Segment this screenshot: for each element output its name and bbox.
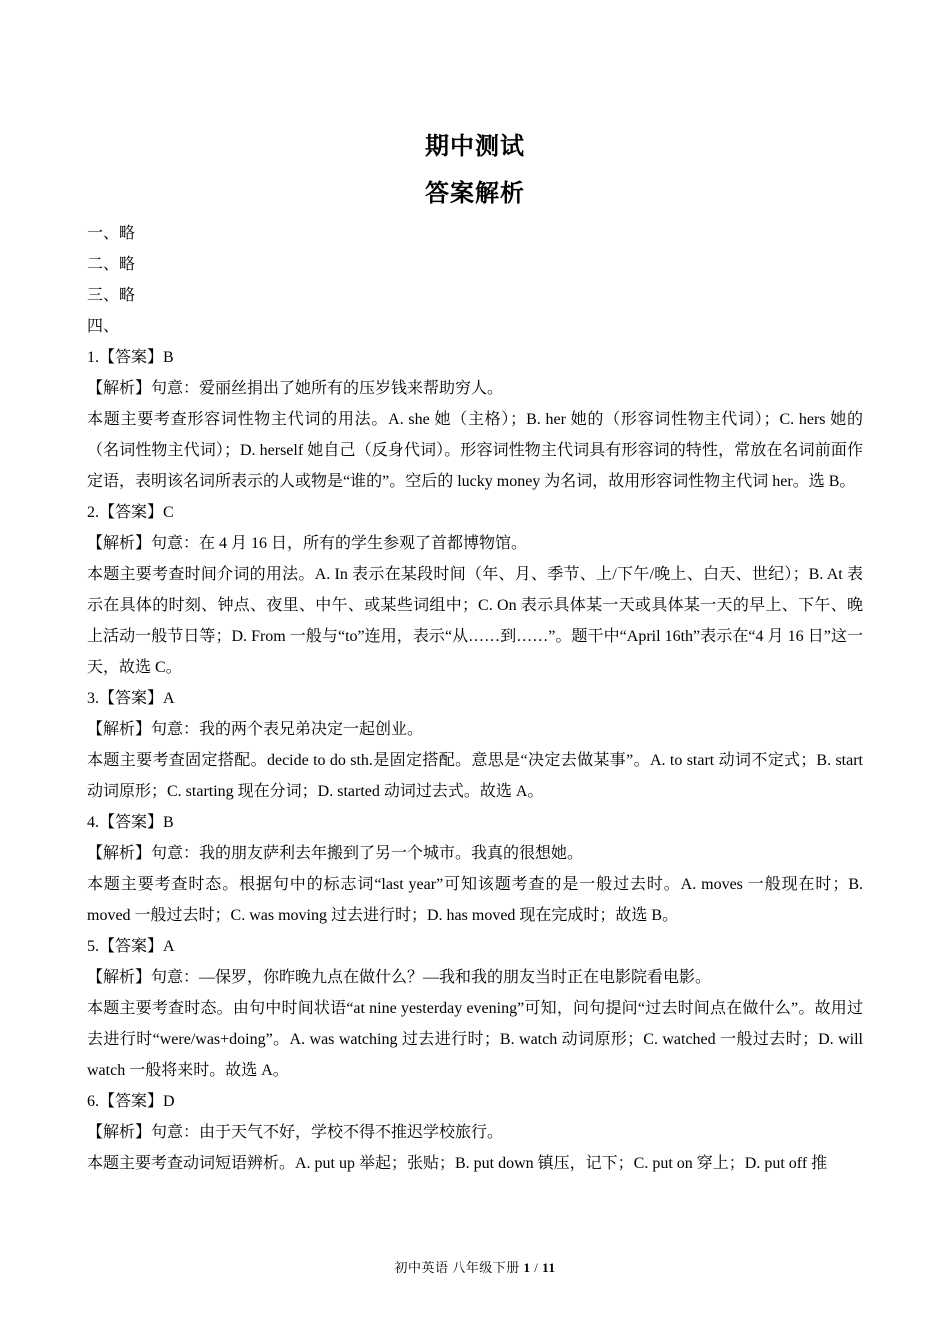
document-title: 期中测试	[425, 132, 525, 160]
explanation-5: 本题主要考查时态。由句中时间状语“at nine yesterday evening”可知，问句提问“过去时间点在做什么”。故用过去进行时“were/was+doing”。A. was watching 过去进行时；B. watch 动词原形；C. watched 一般过去时；D. will watch 一般将来时。故选 A。	[87, 1000, 863, 1079]
analysis-2: 【解析】句意：在 4 月 16 日，所有的学生参观了首都博物馆。	[87, 535, 528, 552]
answer-2: 2.【答案】C	[87, 504, 174, 521]
page-footer	[0, 1257, 950, 1276]
explanation-3: 本题主要考查固定搭配。decide to do sth.是固定搭配。意思是“决定去做某事”。A. to start 动词不定式；B. start 动词原形；C. starting 现在分词；D. started 动词过去式。故选 A。	[87, 752, 863, 800]
section-2: 二、略	[87, 256, 136, 273]
section-1: 一、略	[87, 225, 136, 242]
answer-5: 5.【答案】A	[87, 938, 175, 955]
section-3: 三、略	[87, 287, 136, 304]
answer-3: 3.【答案】A	[87, 690, 175, 707]
footer-page-total: 11	[542, 1260, 556, 1275]
footer-page-number: 1	[523, 1260, 531, 1275]
answer-4: 4.【答案】B	[87, 814, 174, 831]
explanation-1: 本题主要考查形容词性物主代词的用法。A. she 她（主格）；B. her 她的（形容词性物主代词）；C. hers 她的（名词性物主代词）；D. herself 她自己（反身代词）。形容词性物主代词具有形容词的特性，常放在名词前面作定语，表明该名词所表示的人或物是“谁的”。空后的 lucky money 为名词，故用形容词性物主代词 her。选 B。	[87, 411, 863, 490]
document-body	[87, 218, 863, 1179]
footer-label: 初中英语 八年级下册	[394, 1260, 520, 1275]
analysis-6: 【解析】句意：由于天气不好，学校不得不推迟学校旅行。	[87, 1124, 504, 1141]
section-4: 四、	[87, 318, 120, 335]
explanation-4: 本题主要考查时态。根据句中的标志词“last year”可知该题考查的是一般过去时。A. moves 一般现在时；B. moved 一般过去时；C. was moving 过去进行时；D. has moved 现在完成时；故选 B。	[87, 876, 863, 924]
analysis-3: 【解析】句意：我的两个表兄弟决定一起创业。	[87, 721, 424, 738]
footer-separator: /	[534, 1260, 539, 1275]
answer-1: 1.【答案】B	[87, 349, 174, 366]
explanation-6: 本题主要考查动词短语辨析。A. put up 举起；张贴；B. put down 镇压，记下；C. put on 穿上；D. put off 推	[87, 1155, 828, 1172]
document-subtitle: 答案解析	[425, 179, 525, 207]
explanation-2: 本题主要考查时间介词的用法。A. In 表示在某段时间（年、月、季节、上/下午/晚上、白天、世纪）；B. At 表示在具体的时刻、钟点、夜里、中午、或某些词组中；C. On 表示具体某一天或具体某一天的早上、下午、晚上活动一般节日等；D. From 一般与“to”连用，表示“从……到……”。题干中“April 16th”表示在“4 月 16 日”这一天，故选 C。	[87, 566, 863, 676]
analysis-1: 【解析】句意：爱丽丝捐出了她所有的压岁钱来帮助穷人。	[87, 380, 504, 397]
answer-6: 6.【答案】D	[87, 1093, 175, 1110]
analysis-5: 【解析】句意：—保罗，你昨晚九点在做什么？—我和我的朋友当时正在电影院看电影。	[87, 969, 712, 986]
analysis-4: 【解析】句意：我的朋友萨利去年搬到了另一个城市。我真的很想她。	[87, 845, 584, 862]
